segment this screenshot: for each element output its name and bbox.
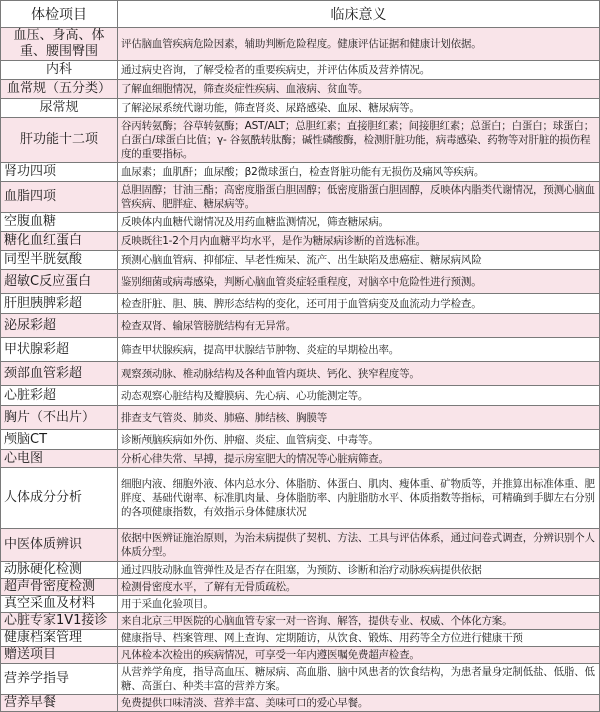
table-row <box>1 251 600 270</box>
item-meaning: 了解泌尿系统代谢功能，筛查肾炎、尿路感染、血尿、糖尿病等。 <box>118 99 600 118</box>
table-row <box>1 232 600 251</box>
table-row <box>1 314 600 338</box>
header-item: 体检项目 <box>1 1 118 28</box>
item-name: 糖化血红蛋白 <box>1 232 118 251</box>
item-meaning: 通过病史咨询，了解受检者的重要疾病史，并评估体质及营养情况。 <box>118 61 600 80</box>
item-meaning: 检查双肾、输尿管膀胱结构有无异常。 <box>118 314 600 338</box>
table-row <box>1 118 600 163</box>
item-meaning: 动态观察心脏结构及瓣膜病、先心病、心功能测定等。 <box>118 386 600 406</box>
table-row <box>1 61 600 80</box>
item-name: 肝功能十二项 <box>1 118 118 163</box>
item-meaning: 反映既往1-2个月内血糖平均水平，是作为糖尿病诊断的首选标准。 <box>118 232 600 251</box>
item-meaning: 了解血细胞情况，筛查炎症性疾病、血液病、贫血等。 <box>118 80 600 99</box>
item-name: 超敏C反应蛋白 <box>1 270 118 294</box>
item-name: 心脏彩超 <box>1 386 118 406</box>
item-name: 血脂四项 <box>1 182 118 213</box>
table-row <box>1 596 600 613</box>
table-row <box>1 386 600 406</box>
table-row <box>1 430 600 450</box>
item-meaning: 诊断颅脑疾病如外伤、肿瘤、炎症、血管病变、中毒等。 <box>118 430 600 450</box>
item-name: 心电图 <box>1 450 118 468</box>
table-row <box>1 362 600 386</box>
item-name: 营养学指导 <box>1 664 118 695</box>
table-row <box>1 630 600 647</box>
item-meaning: 检测骨密度水平，了解有无骨质疏松。 <box>118 579 600 596</box>
item-name: 血常规（五分类） <box>1 80 118 99</box>
item-name: 甲状腺彩超 <box>1 338 118 362</box>
item-name: 血压、身高、体重、腰围臀围 <box>1 28 118 61</box>
table-row <box>1 664 600 695</box>
item-meaning: 血尿素；血肌酐；血尿酸；β2微球蛋白，检查肾脏功能有无损伤及痛风等疾病。 <box>118 163 600 182</box>
item-meaning: 排查支气管炎、肺炎、肺癌、肺结核、胸膜等 <box>118 406 600 430</box>
table-row <box>1 695 600 712</box>
item-meaning: 谷丙转氨酶；谷草转氨酶；AST/ALT；总胆红素；直接胆红素；间接胆红素；总蛋白；白蛋白；球蛋白；白蛋白/球蛋白比值；γ- 谷氨酰转肽酶；碱性磷酸酶，检测肝脏功能，病毒感染、药物等对肝脏的损伤程度的重要指标。 <box>118 118 600 163</box>
item-name: 中医体质辨识 <box>1 529 118 562</box>
table-row <box>1 647 600 664</box>
item-meaning: 分析心律失常、早搏，提示房室肥大的情况等心脏病筛查。 <box>118 450 600 468</box>
table-row <box>1 80 600 99</box>
item-meaning: 健康指导、档案管理、网上查询、定期随访，从饮食、锻炼、用药等全方位进行健康干预 <box>118 630 600 647</box>
item-name: 健康档案管理 <box>1 630 118 647</box>
table-row <box>1 562 600 579</box>
table-row <box>1 182 600 213</box>
item-name: 泌尿彩超 <box>1 314 118 338</box>
item-name: 真空采血及材料 <box>1 596 118 613</box>
item-name: 肝胆胰脾彩超 <box>1 294 118 314</box>
item-name: 赠送项目 <box>1 647 118 664</box>
item-meaning: 细胞内液、细胞外液、体内总水分、体脂肪、体蛋白、肌肉、瘦体重、矿物质等，并推算出标准体重、肥胖度、基础代谢率、标准肌肉量、身体脂肪率、内脏脂肪水平、体质指数等指标，可精确到手脚左右分别的各项健康指数，有效指示身体健康状况 <box>118 468 600 529</box>
item-meaning: 鉴别细菌或病毒感染，判断心脑血管炎症轻重程度，对脑卒中危险性进行预测。 <box>118 270 600 294</box>
item-meaning: 依据中医辨证施治原则，为治未病提供了契机、方法、工具与评估体系，通过问卷式调查，分辨识别个人体质分型。 <box>118 529 600 562</box>
item-meaning: 检查肝脏、胆、胰、脾形态结构的变化，还可用于血管病变及血流动力学检查。 <box>118 294 600 314</box>
item-meaning: 反映体内血糖代谢情况及用药血糖监测情况，筛查糖尿病。 <box>118 213 600 232</box>
item-name: 胸片（不出片） <box>1 406 118 430</box>
header-meaning: 临床意义 <box>118 1 600 28</box>
item-name: 空腹血糖 <box>1 213 118 232</box>
table-header-row <box>1 1 600 28</box>
item-name: 心脏专家1V1接诊 <box>1 613 118 630</box>
item-meaning: 来自北京三甲医院的心脑血管专家一对一咨询、解答，提供专业、权威、个体化方案。 <box>118 613 600 630</box>
table-row <box>1 406 600 430</box>
item-meaning: 筛查甲状腺疾病，提高甲状腺结节肿物、炎症的早期检出率。 <box>118 338 600 362</box>
table-row <box>1 213 600 232</box>
table-row <box>1 468 600 529</box>
item-name: 肾功四项 <box>1 163 118 182</box>
item-meaning: 从营养学角度，指导高血压、糖尿病、高血脂、脑中风患者的饮食结构，为患者量身定制低盐、低脂、低糖、高蛋白、种类丰富的营养方案。 <box>118 664 600 695</box>
item-name: 动脉硬化检测 <box>1 562 118 579</box>
item-name: 内科 <box>1 61 118 80</box>
item-meaning: 通过四肢动脉血管弹性及是否存在阻塞，为预防、诊断和治疗动脉疾病提供依据 <box>118 562 600 579</box>
item-name: 人体成分分析 <box>1 468 118 529</box>
table-row <box>1 163 600 182</box>
table-row <box>1 99 600 118</box>
item-meaning: 观察颈动脉、椎动脉结构及各种血管内斑块、钙化、狭窄程度等。 <box>118 362 600 386</box>
table-row <box>1 450 600 468</box>
item-name: 颅脑CT <box>1 430 118 450</box>
item-meaning: 凡体检本次检出的疾病情况，可享受一年内遵医嘱免费超声检查。 <box>118 647 600 664</box>
item-meaning: 预测心脑血管病、抑郁症、早老性痴呆、流产、出生缺陷及患癌症、糖尿病风险 <box>118 251 600 270</box>
item-name: 超声骨密度检测 <box>1 579 118 596</box>
table-row <box>1 529 600 562</box>
table-row <box>1 294 600 314</box>
item-meaning: 免费提供口味清淡、营养丰富、美味可口的爱心早餐。 <box>118 695 600 712</box>
item-name: 营养早餐 <box>1 695 118 712</box>
table-row <box>1 579 600 596</box>
table-row <box>1 613 600 630</box>
item-name: 同型半胱氨酸 <box>1 251 118 270</box>
item-name: 尿常规 <box>1 99 118 118</box>
item-name: 颈部血管彩超 <box>1 362 118 386</box>
table-row <box>1 338 600 362</box>
item-meaning: 总胆固醇；甘油三酯；高密度脂蛋白胆固醇；低密度脂蛋白胆固醇，反映体内脂类代谢情况，预测心脑血管疾病、肥胖症、糖尿病等。 <box>118 182 600 213</box>
item-meaning: 评估脑血管疾病危险因素，辅助判断危险程度。健康评估证据和健康计划依据。 <box>118 28 600 61</box>
table-row <box>1 28 600 61</box>
table-row <box>1 270 600 294</box>
item-meaning: 用于采血化验项目。 <box>118 596 600 613</box>
